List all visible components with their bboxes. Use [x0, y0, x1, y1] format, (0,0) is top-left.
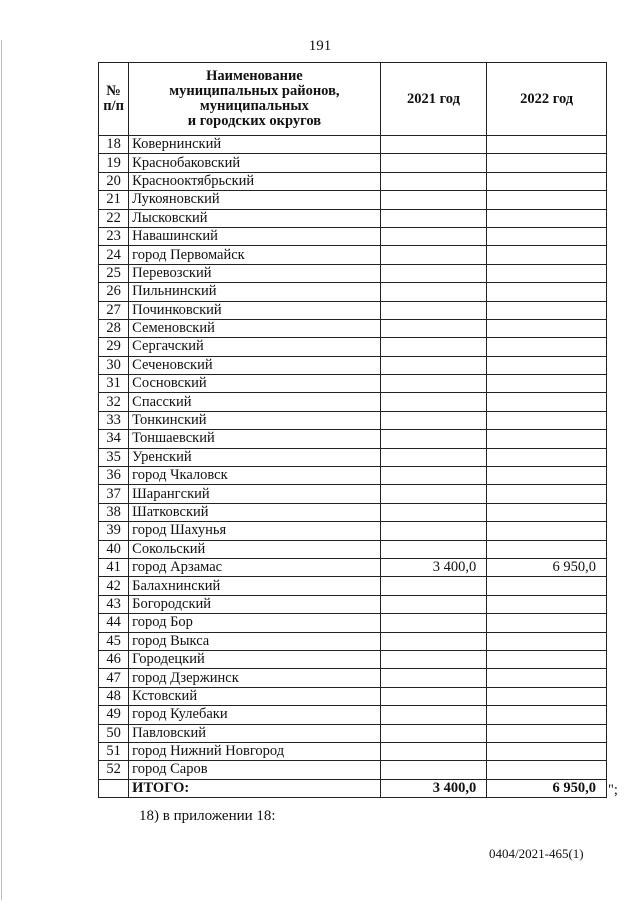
row-name: город Бор [129, 614, 380, 632]
row-2021 [380, 136, 487, 154]
row-2021 [380, 209, 487, 227]
scan-edge-line [1, 40, 2, 900]
row-2022 [487, 264, 607, 282]
table-row [99, 448, 607, 466]
row-2022: 6 950,0 [487, 558, 607, 576]
table-row [99, 356, 607, 374]
row-2021 [380, 411, 487, 429]
table-row [99, 761, 607, 779]
row-2022 [487, 650, 607, 668]
row-number: 50 [99, 724, 129, 742]
total-number-cell [99, 779, 129, 797]
row-name: Навашинский [129, 227, 380, 245]
row-name: город Нижний Новгород [129, 742, 380, 760]
table-row [99, 558, 607, 576]
row-name: Сергачский [129, 338, 380, 356]
table-row [99, 577, 607, 595]
row-2022 [487, 375, 607, 393]
row-2022 [487, 430, 607, 448]
row-2022 [487, 172, 607, 190]
row-2021 [380, 172, 487, 190]
table-row [99, 430, 607, 448]
row-name: Богородский [129, 595, 380, 613]
row-number: 35 [99, 448, 129, 466]
row-2022 [487, 209, 607, 227]
table-row [99, 614, 607, 632]
row-name: Краснооктябрьский [129, 172, 380, 190]
total-2021: 3 400,0 [380, 779, 487, 797]
row-number: 31 [99, 375, 129, 393]
row-2021 [380, 761, 487, 779]
table-row [99, 172, 607, 190]
header-2022-text: 2022 год [520, 90, 574, 107]
row-2021 [380, 650, 487, 668]
row-number: 24 [99, 246, 129, 264]
table-row [99, 595, 607, 613]
row-2022 [487, 356, 607, 374]
row-number: 36 [99, 467, 129, 485]
table-row [99, 742, 607, 760]
table-row [99, 136, 607, 154]
page-number: 191 [308, 38, 332, 54]
row-name: Тонкинский [129, 411, 380, 429]
row-name: Сокольский [129, 540, 380, 558]
row-name: Павловский [129, 724, 380, 742]
table-row [99, 301, 607, 319]
row-2021 [380, 724, 487, 742]
row-2022 [487, 136, 607, 154]
row-number: 52 [99, 761, 129, 779]
row-number: 41 [99, 558, 129, 576]
row-name: город Выкса [129, 632, 380, 650]
row-2021 [380, 264, 487, 282]
row-name: Шатковский [129, 503, 380, 521]
row-number: 26 [99, 283, 129, 301]
row-number: 45 [99, 632, 129, 650]
header-number [99, 63, 129, 136]
row-number: 51 [99, 742, 129, 760]
row-number: 47 [99, 669, 129, 687]
table-body [99, 136, 607, 780]
row-number: 20 [99, 172, 129, 190]
document-id: 0404/2021-465(1) [489, 846, 584, 861]
row-2021 [380, 430, 487, 448]
row-name: Перевозский [129, 264, 380, 282]
row-2021 [380, 356, 487, 374]
row-number: 25 [99, 264, 129, 282]
row-2022 [487, 411, 607, 429]
header-2022 [487, 63, 607, 136]
row-2021 [380, 485, 487, 503]
row-name: город Саров [129, 761, 380, 779]
table-row [99, 393, 607, 411]
table-row [99, 522, 607, 540]
row-2022 [487, 742, 607, 760]
row-2022 [487, 503, 607, 521]
row-name: город Чкаловск [129, 467, 380, 485]
row-2021 [380, 338, 487, 356]
row-number: 46 [99, 650, 129, 668]
row-number: 38 [99, 503, 129, 521]
row-2021 [380, 154, 487, 172]
row-2021 [380, 614, 487, 632]
table-row [99, 669, 607, 687]
row-2022 [487, 614, 607, 632]
row-2022 [487, 540, 607, 558]
row-name: Уренский [129, 448, 380, 466]
row-2021 [380, 577, 487, 595]
row-2021 [380, 227, 487, 245]
table-row [99, 503, 607, 521]
table-row [99, 283, 607, 301]
table-row [99, 227, 607, 245]
table-row [99, 264, 607, 282]
row-2021 [380, 522, 487, 540]
total-2022: 6 950,0 [487, 779, 607, 797]
total-row [99, 779, 607, 797]
row-2021 [380, 669, 487, 687]
row-2022 [487, 577, 607, 595]
row-number: 34 [99, 430, 129, 448]
row-name: Сосновский [129, 375, 380, 393]
row-2022 [487, 687, 607, 705]
row-2021 [380, 283, 487, 301]
row-name: Лукояновский [129, 191, 380, 209]
row-2022 [487, 669, 607, 687]
table-row [99, 650, 607, 668]
table-row [99, 687, 607, 705]
row-number: 33 [99, 411, 129, 429]
closing-quote: "; [608, 782, 618, 798]
total-label: ИТОГО: [129, 779, 380, 797]
row-2022 [487, 522, 607, 540]
next-item-text: 18) в приложении 18: [139, 808, 276, 824]
row-number: 42 [99, 577, 129, 595]
row-2021 [380, 503, 487, 521]
row-number: 18 [99, 136, 129, 154]
row-name: город Дзержинск [129, 669, 380, 687]
row-name: Городецкий [129, 650, 380, 668]
table-row [99, 632, 607, 650]
row-2021 [380, 540, 487, 558]
row-name: Ковернинский [129, 136, 380, 154]
row-2021 [380, 687, 487, 705]
row-name: Починковский [129, 301, 380, 319]
row-2022 [487, 467, 607, 485]
table-row [99, 411, 607, 429]
header-name [129, 63, 380, 136]
row-name: Краснобаковский [129, 154, 380, 172]
table-row [99, 724, 607, 742]
row-number: 44 [99, 614, 129, 632]
row-name: город Шахунья [129, 522, 380, 540]
row-2022 [487, 154, 607, 172]
row-number: 22 [99, 209, 129, 227]
row-2022 [487, 301, 607, 319]
row-name: город Первомайск [129, 246, 380, 264]
row-name: Балахнинский [129, 577, 380, 595]
row-2022 [487, 485, 607, 503]
row-2021 [380, 467, 487, 485]
row-2022 [487, 724, 607, 742]
table-row [99, 319, 607, 337]
row-2021 [380, 595, 487, 613]
row-2021 [380, 448, 487, 466]
row-number: 28 [99, 319, 129, 337]
row-2021 [380, 319, 487, 337]
row-number: 40 [99, 540, 129, 558]
row-2021 [380, 375, 487, 393]
row-number: 39 [99, 522, 129, 540]
row-2021 [380, 632, 487, 650]
row-2022 [487, 595, 607, 613]
row-2022 [487, 246, 607, 264]
table-row [99, 191, 607, 209]
allocation-table [98, 62, 607, 798]
row-name: Кстовский [129, 687, 380, 705]
row-number: 21 [99, 191, 129, 209]
row-number: 30 [99, 356, 129, 374]
row-2022 [487, 338, 607, 356]
row-name: Сеченовский [129, 356, 380, 374]
row-2021 [380, 301, 487, 319]
row-2021 [380, 742, 487, 760]
row-2022 [487, 761, 607, 779]
row-2021 [380, 191, 487, 209]
row-2021 [380, 706, 487, 724]
table-row [99, 467, 607, 485]
row-name: Лысковский [129, 209, 380, 227]
row-number: 32 [99, 393, 129, 411]
row-number: 49 [99, 706, 129, 724]
row-number: 37 [99, 485, 129, 503]
row-2022 [487, 393, 607, 411]
header-2021-text: 2021 год [406, 90, 460, 107]
row-number: 19 [99, 154, 129, 172]
row-2022 [487, 319, 607, 337]
header-number-text: № п/п [103, 83, 124, 114]
header-name-text: Наименование муниципальных районов, муниципальных и городских округов [169, 68, 340, 129]
row-2021 [380, 246, 487, 264]
row-number: 27 [99, 301, 129, 319]
row-2022 [487, 448, 607, 466]
table-row [99, 706, 607, 724]
row-name: Шарангский [129, 485, 380, 503]
table-row [99, 485, 607, 503]
row-2021: 3 400,0 [380, 558, 487, 576]
row-name: Семеновский [129, 319, 380, 337]
table-row [99, 375, 607, 393]
table-header-row [99, 63, 607, 136]
row-name: Пильнинский [129, 283, 380, 301]
row-2021 [380, 393, 487, 411]
row-name: город Кулебаки [129, 706, 380, 724]
row-number: 23 [99, 227, 129, 245]
row-number: 29 [99, 338, 129, 356]
row-2022 [487, 227, 607, 245]
row-2022 [487, 632, 607, 650]
row-2022 [487, 283, 607, 301]
table-row [99, 209, 607, 227]
table-row [99, 246, 607, 264]
row-2022 [487, 191, 607, 209]
table-row [99, 540, 607, 558]
row-name: город Арзамас [129, 558, 380, 576]
table-row [99, 154, 607, 172]
row-name: Тоншаевский [129, 430, 380, 448]
header-2021 [380, 63, 487, 136]
row-number: 48 [99, 687, 129, 705]
row-number: 43 [99, 595, 129, 613]
table-row [99, 338, 607, 356]
row-2022 [487, 706, 607, 724]
row-name: Спасский [129, 393, 380, 411]
